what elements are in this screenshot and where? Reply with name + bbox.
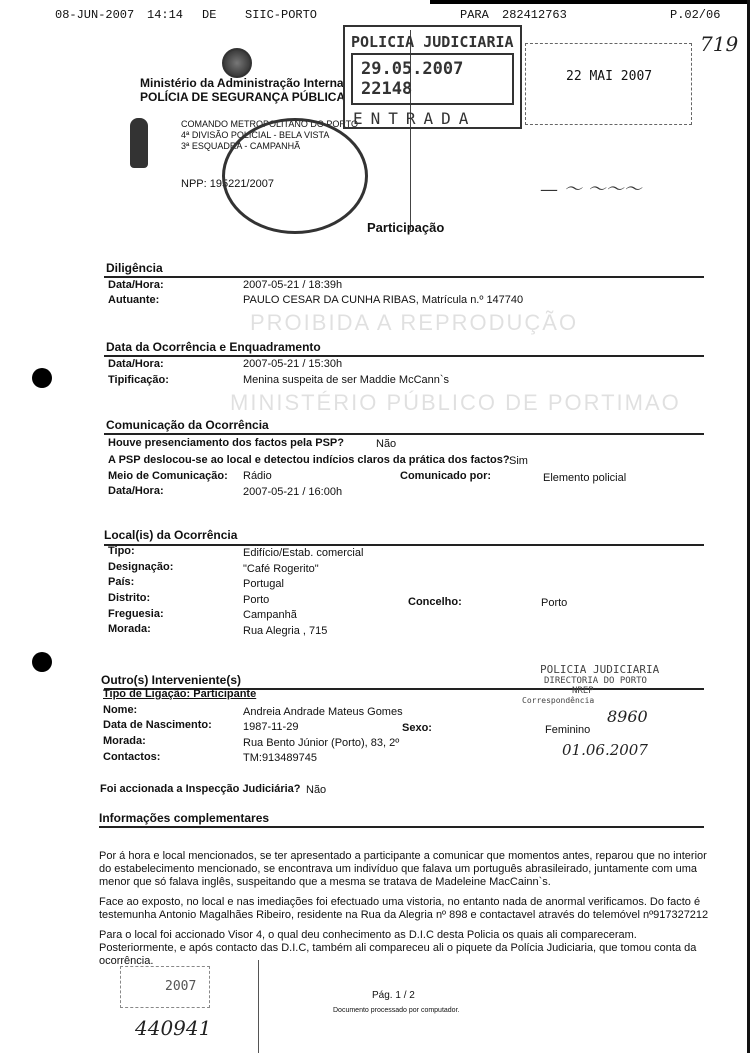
question: A PSP deslocou-se ao local e detectou indícios claros da prática dos factos? [108,454,510,466]
section-title-comunicacao: Comunicação da Ocorrência [106,418,269,432]
receipt-line: NREP [572,686,594,696]
handwritten-note: — ～ ～～～ [540,179,642,200]
receipt-line: DIRECTORIA DO PORTO [544,676,647,686]
division-name: 4ª DIVISÃO POLICIAL - BELA VISTA [181,130,330,140]
divider [104,433,704,435]
page-number: Pág. 1 / 2 [372,990,415,1001]
divider [104,276,704,278]
field-label: Morada: [103,735,146,747]
handwritten-page-number: 719 [700,32,739,56]
fax-time: 14:14 [147,8,184,22]
field-label: Comunicado por: [400,470,492,482]
field-value: 2007-05-21 / 16:00h [243,486,343,498]
answer: Não [306,784,327,796]
fold-line [258,960,259,1053]
field-value: Edifício/Estab. comercial [243,547,364,559]
info-paragraphs [99,850,714,975]
fax-to-label: PARA [460,8,489,22]
field-value: 2007-05-21 / 15:30h [243,358,343,370]
receipt-date: 01.06.2007 [562,741,648,759]
section-title-intervenientes: Outro(s) Interveniente(s) [101,673,242,687]
psp-seal-stamp [222,118,368,234]
watermark-line2: PROIBIDA A REPRODUÇÃO [250,310,579,335]
fax-to: 282412763 [502,8,567,22]
fax-page: P.02/06 [670,8,721,22]
field-value: Porto [541,597,568,609]
field-value: TM:913489745 [243,752,317,764]
bottom-stamp-year: 2007 [165,979,197,994]
divider [99,826,704,828]
stamp-title: POLICIA JUDICIARIA [351,33,514,51]
divider [104,355,704,357]
field-value: Elemento policial [543,472,627,484]
coat-of-arms-icon [222,48,252,78]
stamp-date: 29.05.2007 22148 [351,53,514,105]
punch-hole [32,368,52,388]
field-value: Menina suspeita de ser Maddie McCann`s [243,374,450,386]
npp-number: NPP: 195221/2007 [181,178,274,190]
link-type: Tipo de Ligação: Participante [103,688,257,700]
section-title-info: Informações complementares [99,811,270,825]
question: Houve presenciamento dos factos pela PSP? [108,437,344,449]
receipt-stamp [512,663,660,764]
field-value: Campanhã [243,609,297,621]
field-label: Distrito: [108,592,151,604]
receipt-number: 8960 [607,707,648,726]
info-paragraph: Face ao exposto, no local e nas imediações foi efectuado uma vistoria, no entanto nada de anormal verificamos. Do facto é testemunha Antonio Magalhães Ribeiro, residente na Rua da Alegria nº 898 e contactavel através do telemóvel nº917327212 [99,896,709,921]
fax-from-label: DE [202,8,217,22]
field-value: Rádio [243,470,272,482]
field-label: Contactos: [103,751,161,763]
receipt-line: POLICIA JUDICIARIA [540,663,660,676]
fax-from: SIIC-PORTO [245,8,318,22]
info-paragraph: Por á hora e local mencionados, se ter apresentado a participante a comunicar que momentos antes, reparou que no interior do estabelecimento mencionado, se encontrava um indivíduo que falava um português abrasileirado, juntamente com uma menor que só falava inglês, suspeitando que a mesma se tratava de Madeleine MacCainn`s. [99,850,707,888]
field-label: Data/Hora: [108,358,164,370]
field-label: Freguesia: [108,608,164,620]
psp-emblem-icon [130,118,148,168]
field-label: Concelho: [408,596,462,608]
field-label: Autuante: [108,294,160,306]
command-name: COMANDO METROPOLITANO DO PORTO [181,119,359,129]
field-value: Feminino [545,724,591,736]
field-value: Rua Alegria , 715 [243,625,328,637]
field-label: País: [108,576,135,588]
field-value: "Café Rogerito" [243,563,319,575]
field-label: Tipificação: [108,374,169,386]
police-name: POLÍCIA DE SEGURANÇA PÚBLICA [140,90,346,104]
info-paragraph: Para o local foi accionado Visor 4, o qual deu conhecimento as D.I.C desta Policia os quais ali compareceram. Posteriormente, e após contacto das D.I.C, também ali compareceu ali o piquete da Polícia Judiciaria, que tomou conta da ocorrência. [99,929,697,967]
field-value: PAULO CESAR DA CUNHA RIBAS, Matrícula n.º 147740 [243,294,524,306]
bottom-stamp [120,966,210,1008]
field-label: Tipo: [108,545,135,557]
field-label: Meio de Comunicação: [108,470,228,482]
document-title: Participação [367,220,445,235]
handwritten-number: 440941 [135,1016,212,1040]
divider [104,544,704,546]
field-label: Morada: [108,623,151,635]
footer-note: Documento processado por computador. [333,1007,460,1014]
field-label: Designação: [108,561,174,573]
squad-name: 3ª ESQUADRA - CAMPANHÃ [181,141,301,151]
fax-date: 08-JUN-2007 [55,8,135,22]
answer: Sim [509,455,528,467]
field-value: 2007-05-21 / 18:39h [243,279,343,291]
receipt-line: Correspondência [522,696,595,705]
date-stamp [525,43,692,125]
pj-entry-stamp [343,25,522,129]
punch-hole [32,652,52,672]
field-value: Rua Bento Júnior (Porto), 83, 2º [243,737,400,749]
field-label: Sexo: [402,722,432,734]
field-value: 1987-11-29 [243,721,299,733]
section-title-ocorrencia: Data da Ocorrência e Enquadramento [106,340,321,354]
watermark-line1: MINISTÉRIO PÚBLICO DE PORTIMAO [230,390,681,415]
field-label: Data/Hora: [108,485,164,497]
scan-edge [430,0,750,4]
field-label: Data de Nascimento: [103,719,212,731]
section-title-local: Local(is) da Ocorrência [104,528,238,542]
answer: Não [376,438,397,450]
field-value: Andreia Andrade Mateus Gomes [243,706,403,718]
question: Foi accionada a Inspecção Judiciária? [100,783,301,795]
field-label: Data/Hora: [108,279,164,291]
stamp-entry: ENTRADA [353,109,477,128]
field-label: Nome: [103,704,138,716]
field-value: Portugal [243,578,284,590]
ministry-name: Ministério da Administração Interna [140,76,344,90]
stamp-date2: 22 MAI 2007 [566,69,653,84]
field-value: Porto [243,594,270,606]
section-title-diligencia: Diligência [106,261,163,275]
